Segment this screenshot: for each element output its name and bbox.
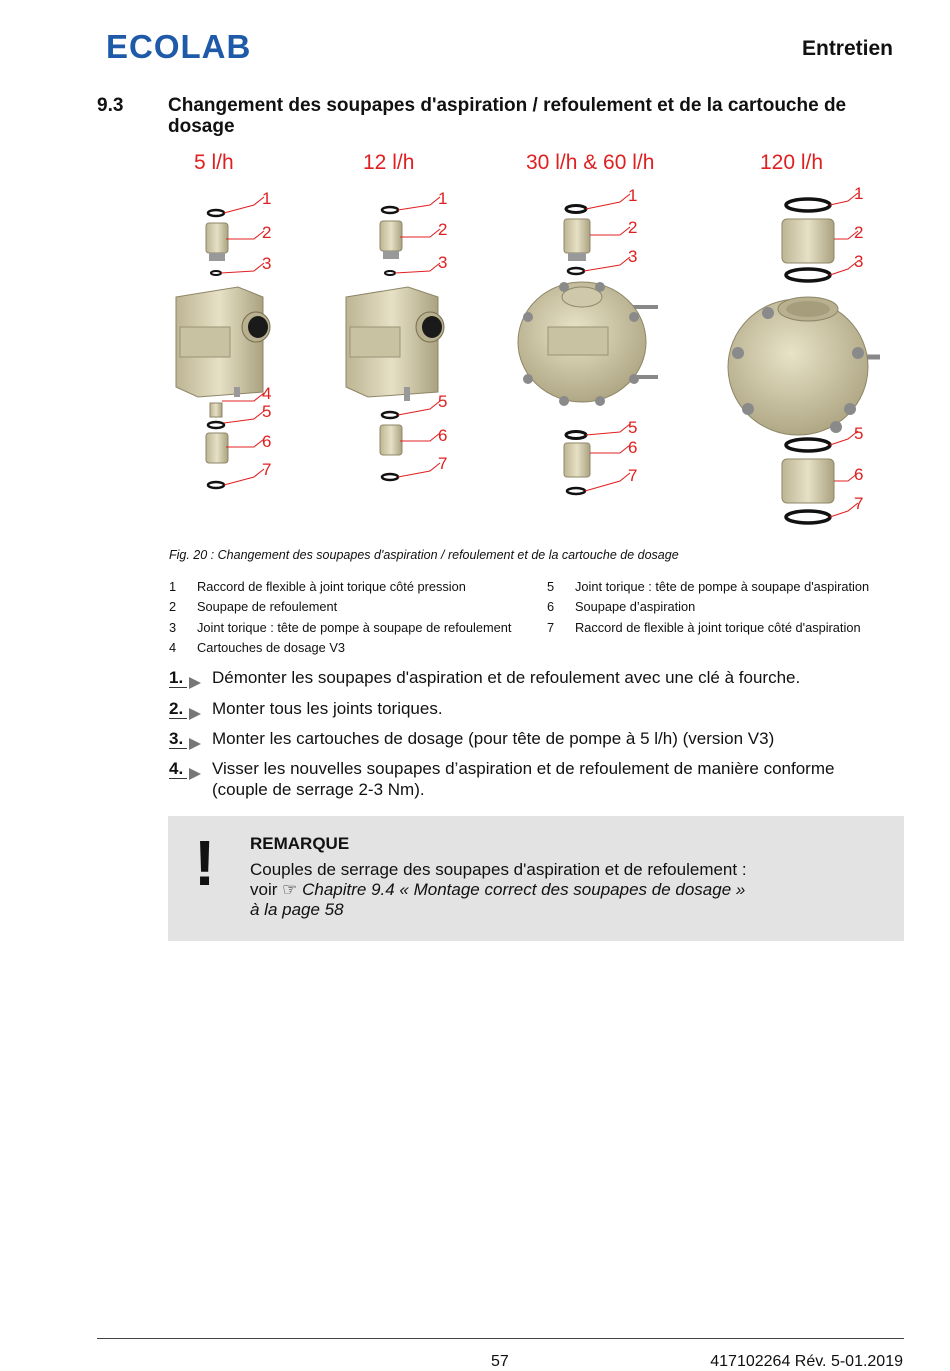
step-item bbox=[169, 758, 889, 800]
legend-text: Raccord de flexible à joint torique côté pression bbox=[197, 579, 466, 594]
step-text: Monter les cartouches de dosage (pour tête de pompe à 5 l/h) (version V3) bbox=[212, 729, 775, 748]
step-item bbox=[169, 698, 889, 719]
callout-7: 7 bbox=[628, 466, 638, 485]
note-see-label: voir bbox=[250, 880, 283, 899]
note-reference bbox=[250, 880, 745, 900]
callout-1: 1 bbox=[628, 186, 638, 205]
section-title: Changement des soupapes d'aspiration / refoulement et de la cartouche de dosage bbox=[168, 95, 847, 137]
step-text: Démonter les soupapes d'aspiration et de refoulement avec une clé à fourche. bbox=[212, 668, 801, 687]
exclamation-icon: ! bbox=[194, 827, 216, 899]
callout-4: 4 bbox=[262, 384, 272, 403]
fig-title-12lh: 12 l/h bbox=[363, 151, 415, 174]
callout-3: 3 bbox=[262, 254, 272, 273]
callout-1: 1 bbox=[438, 189, 448, 208]
step-item bbox=[169, 667, 889, 688]
ecolab-logo bbox=[106, 28, 256, 64]
callout-5: 5 bbox=[262, 402, 272, 421]
step-text: Monter tous les joints toriques. bbox=[212, 699, 443, 718]
callout-1: 1 bbox=[262, 189, 272, 208]
footer-divider bbox=[97, 1338, 904, 1339]
fig-title-120lh: 120 l/h bbox=[760, 151, 824, 174]
pump-12lh bbox=[346, 207, 444, 480]
callout-5: 5 bbox=[628, 418, 638, 437]
document-reference: 417102264 Rév. 5-01.2019 bbox=[710, 1353, 903, 1370]
legend-number: 7 bbox=[547, 620, 555, 635]
legend-text: Raccord de flexible à joint torique côté d'aspiration bbox=[575, 620, 861, 635]
legend-number: 4 bbox=[169, 640, 177, 655]
legend-text: Joint torique : tête de pompe à soupape de refoulement bbox=[197, 620, 512, 635]
step-number: 2. bbox=[169, 699, 184, 718]
figure-caption: Fig. 20 : Changement des soupapes d'aspiration / refoulement et de la cartouche de dosage bbox=[169, 548, 679, 562]
valve-exploded-figure bbox=[168, 147, 888, 532]
legend-number: 3 bbox=[169, 620, 177, 635]
legend-text: Cartouches de dosage V3 bbox=[197, 640, 345, 655]
step-number: 3. bbox=[169, 729, 184, 748]
callout-6: 6 bbox=[628, 438, 638, 457]
callout-3: 3 bbox=[628, 247, 638, 266]
callout-3: 3 bbox=[854, 252, 864, 271]
callout-6: 6 bbox=[262, 432, 272, 451]
note-text: Couples de serrage des soupapes d'aspiration et de refoulement : bbox=[250, 860, 747, 879]
callout-6: 6 bbox=[438, 426, 448, 445]
step-arrow-icon bbox=[189, 738, 201, 750]
legend-number: 6 bbox=[547, 599, 555, 614]
header-section-title: Entretien bbox=[801, 37, 893, 60]
legend-number: 5 bbox=[547, 579, 555, 594]
step-number: 4. bbox=[169, 759, 184, 778]
legend-text: Joint torique : tête de pompe à soupape d'aspiration bbox=[575, 579, 870, 594]
step-arrow-icon bbox=[189, 768, 201, 780]
callout-7: 7 bbox=[438, 454, 448, 473]
callout-1: 1 bbox=[854, 184, 864, 203]
step-number: 1. bbox=[169, 668, 184, 687]
callout-7: 7 bbox=[854, 494, 864, 513]
chapter-link[interactable]: Chapitre 9.4 « Montage correct des soupapes de dosage » bbox=[302, 880, 746, 899]
callout-2: 2 bbox=[854, 223, 864, 242]
fig-title-5lh: 5 l/h bbox=[194, 151, 234, 174]
callout-2: 2 bbox=[628, 218, 638, 237]
pointing-hand-icon: ☞ bbox=[282, 880, 303, 899]
pump-5lh bbox=[176, 210, 270, 488]
section-number: 9.3 bbox=[97, 95, 124, 116]
legend-number: 1 bbox=[169, 579, 177, 594]
note-title: REMARQUE bbox=[250, 834, 350, 853]
step-item bbox=[169, 728, 889, 749]
callout-3: 3 bbox=[438, 253, 448, 272]
step-text: Visser les nouvelles soupapes d’aspiration et de refoulement de manière conforme (couple de serrage 2-3 Nm). bbox=[212, 759, 835, 799]
logo-text: ECOLAB bbox=[106, 28, 252, 64]
step-arrow-icon bbox=[189, 677, 201, 689]
legend-number: 2 bbox=[169, 599, 177, 614]
callout-2: 2 bbox=[438, 220, 448, 239]
page-number: 57 bbox=[491, 1353, 509, 1370]
step-arrow-icon bbox=[189, 708, 201, 720]
legend-text: Soupape d’aspiration bbox=[575, 599, 696, 614]
fig-title-30-60lh: 30 l/h & 60 l/h bbox=[526, 151, 655, 174]
callout-5: 5 bbox=[438, 392, 448, 411]
callout-6: 6 bbox=[854, 465, 864, 484]
page-link[interactable]: à la page 58 bbox=[250, 900, 344, 919]
callout-2: 2 bbox=[262, 223, 272, 242]
callout-7: 7 bbox=[262, 460, 272, 479]
callout-5: 5 bbox=[854, 424, 864, 443]
legend-text: Soupape de refoulement bbox=[197, 599, 338, 614]
